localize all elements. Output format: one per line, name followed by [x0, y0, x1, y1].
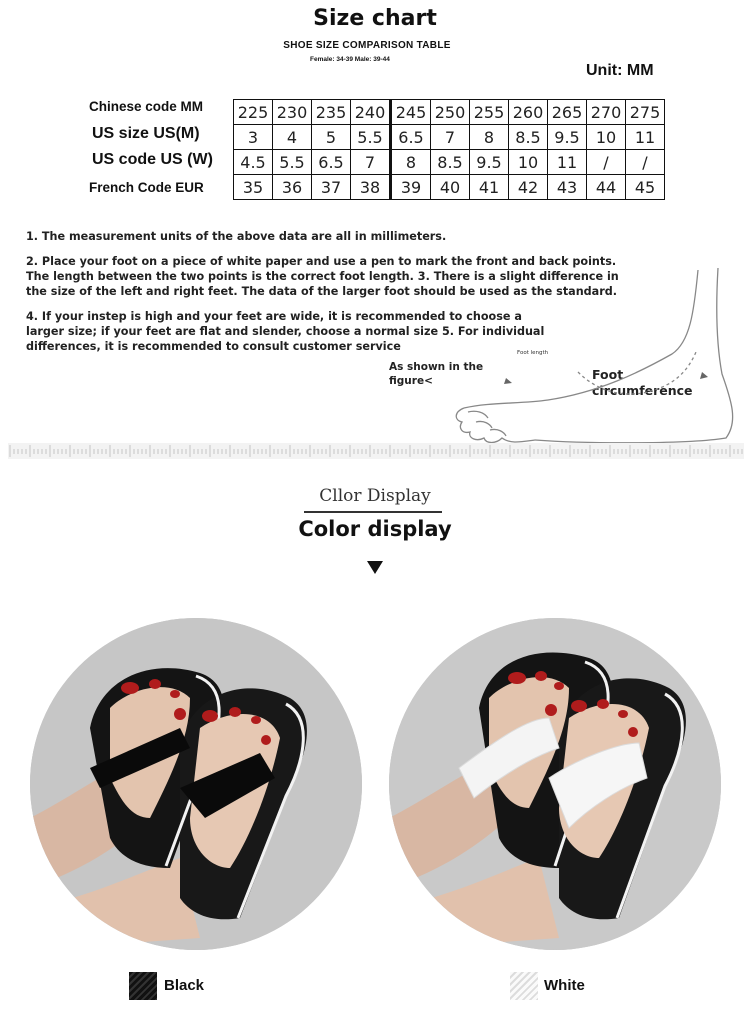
table-cell: 10 — [587, 125, 626, 150]
table-cell: 4.5 — [234, 150, 273, 175]
table-cell: 265 — [548, 100, 587, 125]
table-cell: 35 — [234, 175, 273, 200]
note-size-advice: 4. If your instep is high and your feet are wide, it is recommended to choose a larger size; if your feet are flat and slender, choose a normal size 5. For individual differences, it is recommended to consult customer service — [26, 310, 545, 353]
table-cell: 275 — [626, 100, 665, 125]
page-title: Size chart — [313, 6, 437, 31]
table-cell: 7 — [351, 150, 391, 175]
unit-label: Unit: MM — [586, 62, 654, 79]
row-label-eur: French Code EUR — [89, 180, 204, 195]
table-row — [234, 100, 665, 125]
note-measure-method: 2. Place your foot on a piece of white paper and use a pen to mark the front and back points. The length between the two points is the correct foot length. 3. There is a slight difference in the size of the left and right feet. The data of the larger foot should be used as the standard. — [26, 255, 619, 298]
size-comparison-table — [233, 99, 665, 200]
color-swatch-white[interactable] — [510, 972, 538, 1000]
table-cell: 5.5 — [273, 150, 312, 175]
table-cell: 9.5 — [470, 150, 509, 175]
table-cell: 250 — [431, 100, 470, 125]
row-label-us-women: US code US (W) — [92, 151, 213, 168]
figure-caption: As shown in the figure< — [389, 361, 484, 387]
table-cell: / — [587, 150, 626, 175]
color-swatch-black[interactable] — [129, 972, 157, 1000]
table-cell: 40 — [431, 175, 470, 200]
table-cell: 260 — [509, 100, 548, 125]
table-cell: 6.5 — [312, 150, 351, 175]
foot-outline-illustration — [440, 262, 740, 447]
black-sandal-photo[interactable] — [30, 618, 362, 950]
white-sandal-photo[interactable] — [389, 618, 721, 950]
table-cell: 5.5 — [351, 125, 391, 150]
table-cell: 225 — [234, 100, 273, 125]
color-label-white: White — [544, 977, 585, 994]
table-cell: 5 — [312, 125, 351, 150]
table-cell: 10 — [509, 150, 548, 175]
table-cell: 43 — [548, 175, 587, 200]
table-row — [234, 175, 665, 200]
table-cell: 245 — [391, 100, 431, 125]
table-cell: 8 — [391, 150, 431, 175]
table-cell: 42 — [509, 175, 548, 200]
table-cell: 3 — [234, 125, 273, 150]
row-label-us-men: US size US(M) — [92, 125, 200, 142]
table-row — [234, 150, 665, 175]
note-units: 1. The measurement units of the above data are all in millimeters. — [26, 230, 447, 243]
table-cell: 7 — [431, 125, 470, 150]
table-cell: 8 — [470, 125, 509, 150]
table-cell: 36 — [273, 175, 312, 200]
table-cell: 8.5 — [509, 125, 548, 150]
down-triangle-icon — [367, 561, 383, 574]
foot-length-label: Foot length — [517, 350, 549, 356]
table-cell: / — [626, 150, 665, 175]
gender-range-note: Female: 34-39 Male: 39-44 — [310, 56, 390, 63]
table-cell: 9.5 — [548, 125, 587, 150]
color-display-title: Color display — [298, 517, 452, 541]
table-cell: 230 — [273, 100, 312, 125]
table-cell: 38 — [351, 175, 391, 200]
table-cell: 37 — [312, 175, 351, 200]
table-cell: 235 — [312, 100, 351, 125]
ruler-strip — [8, 441, 744, 461]
color-label-black: Black — [164, 977, 205, 994]
color-heading-decorative: Cllor Display — [319, 486, 431, 506]
table-row — [234, 125, 665, 150]
table-cell: 39 — [391, 175, 431, 200]
table-cell: 41 — [470, 175, 509, 200]
table-cell: 11 — [548, 150, 587, 175]
table-cell: 6.5 — [391, 125, 431, 150]
table-cell: 8.5 — [431, 150, 470, 175]
table-cell: 4 — [273, 125, 312, 150]
row-label-chinese-mm: Chinese code MM — [89, 99, 204, 114]
foot-circumference-label: Foot circumference — [592, 367, 693, 398]
table-cell: 270 — [587, 100, 626, 125]
table-cell: 45 — [626, 175, 665, 200]
table-cell: 11 — [626, 125, 665, 150]
table-cell: 44 — [587, 175, 626, 200]
table-subtitle: SHOE SIZE COMPARISON TABLE — [283, 40, 451, 51]
heading-underline — [304, 511, 442, 513]
table-cell: 240 — [351, 100, 391, 125]
table-cell: 255 — [470, 100, 509, 125]
